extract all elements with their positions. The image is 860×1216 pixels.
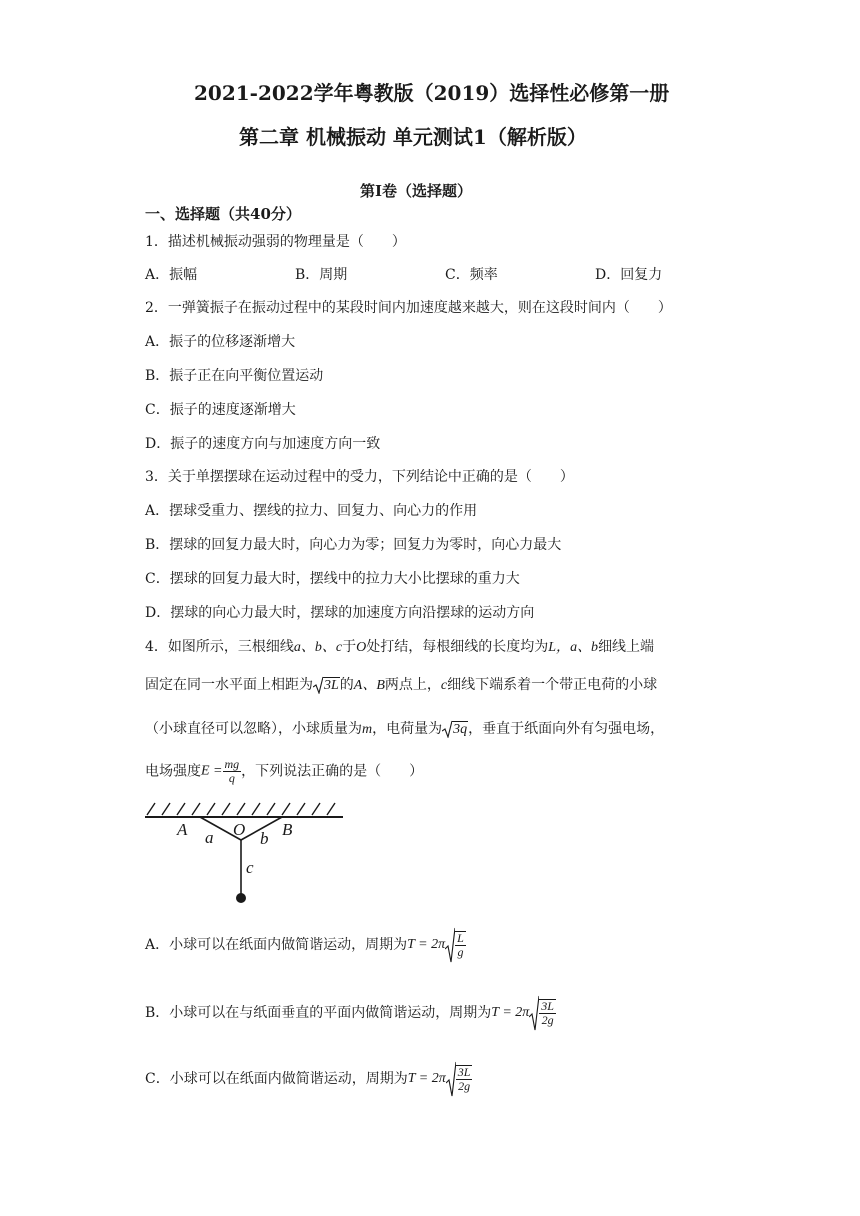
sqrt-symbol [445, 927, 455, 963]
q4-var: c [440, 678, 448, 693]
q2-stem: 2．一弹簧振子在振动过程中的某段时间内加速度越来越大，则在这段时间内（ ） [145, 300, 672, 316]
period-fraction [456, 1065, 473, 1093]
q4-line-3 [145, 720, 664, 739]
fraction-numerator: L [457, 931, 464, 945]
q4-option-c-text: C．小球可以在纸面内做简谐运动，周期为 [145, 1071, 408, 1087]
title-line-1: 2021-2022学年粤教版（2019）选择性必修第一册 [194, 81, 670, 105]
q4-text: 4．如图所示，三根细线 [145, 639, 294, 655]
volume-heading: 第I卷（选择题） [360, 182, 473, 200]
title-line-2: 第二章 机械振动 单元测试1（解析版） [239, 125, 587, 149]
q4-text: （小球直径可以忽略），小球质量为 [145, 721, 362, 737]
q4-var: 3q [453, 722, 468, 737]
period-formula-prefix: T = 2π [491, 1005, 530, 1020]
q1-option-b: B．周期 [295, 267, 348, 283]
q4-option-a-text: A．小球可以在纸面内做简谐运动，周期为 [145, 937, 408, 953]
section-heading: 一、选择题（共40分） [145, 205, 301, 223]
q2-option-c: C．振子的速度逐渐增大 [145, 402, 296, 418]
period-fraction [455, 931, 466, 959]
q4-var: a、b、c [293, 640, 343, 655]
fraction-denominator: 2g [541, 1013, 554, 1027]
charged-ball [236, 893, 246, 903]
q4-line-1 [145, 638, 654, 657]
q4-text: 电场强度 [145, 763, 201, 780]
q2-option-b: B．振子正在向平衡位置运动 [145, 368, 324, 384]
sqrt-symbol [529, 995, 539, 1031]
label-a: a [205, 828, 214, 847]
label-c: c [246, 858, 254, 877]
period-fraction [539, 999, 556, 1027]
fraction-numerator: 3L [541, 999, 554, 1013]
q4-option-b-text: B．小球可以在与纸面垂直的平面内做简谐运动，周期为 [145, 1005, 492, 1021]
q3-option-a: A．摆球受重力、摆线的拉力、回复力、向心力的作用 [145, 503, 478, 519]
q1-option-c: C．频率 [445, 267, 498, 283]
fraction-denominator: 2g [458, 1079, 471, 1093]
label-O: O [233, 820, 246, 839]
q4-var: L， [548, 640, 571, 655]
q4-text: ，电荷量为 [372, 721, 443, 737]
fraction-numerator: mg [224, 757, 240, 771]
q2-option-a: A．振子的位移逐渐增大 [145, 334, 296, 350]
q4-option-a [145, 925, 466, 965]
period-formula-prefix: T = 2π [407, 937, 446, 952]
e-field-fraction [223, 758, 242, 785]
q4-text: 固定在同一水平面上相距为 [145, 677, 313, 693]
sqrt-symbol [313, 676, 323, 694]
q4-text: 细线下端系着一个带正电荷的小球 [447, 677, 658, 693]
q1-option-a: A．振幅 [145, 267, 198, 283]
q4-var: m [362, 722, 373, 737]
pendulum-figure [143, 800, 348, 906]
sqrt-symbol [446, 1061, 456, 1097]
label-A: A [177, 820, 188, 839]
sqrt-symbol [442, 720, 452, 738]
q3-option-b: B．摆球的回复力最大时，向心力为零；回复力为零时，向心力最大 [145, 537, 562, 553]
q1-option-d: D．回复力 [595, 267, 663, 283]
q4-var: a、b [570, 640, 599, 655]
ceiling [145, 803, 343, 817]
q4-text: 细线上端 [598, 639, 655, 655]
q4-var: O [356, 640, 367, 655]
q4-text: ，垂直于纸面向外有匀强电场， [468, 721, 665, 737]
q2-option-d: D．振子的速度方向与加速度方向一致 [145, 436, 381, 452]
fraction-denominator: q [228, 771, 235, 785]
q4-option-b [145, 993, 556, 1033]
e-field-lhs: E = [201, 763, 223, 779]
period-formula-prefix: T = 2π [407, 1071, 446, 1086]
q4-line-4 [145, 758, 423, 785]
label-B: B [282, 820, 293, 839]
fraction-numerator: 3L [457, 1065, 471, 1079]
q3-option-d: D．摆球的向心力最大时，摆球的加速度方向沿摆球的运动方向 [145, 605, 535, 621]
q4-text: 两点上， [384, 677, 441, 693]
q4-var: 3L [324, 678, 339, 693]
label-b: b [260, 829, 269, 848]
q4-text: 的 [339, 677, 354, 693]
q4-line-2 [145, 676, 657, 695]
q3-option-c: C．摆球的回复力最大时，摆线中的拉力大小比摆球的重力大 [145, 571, 520, 587]
q3-stem: 3．关于单摆摆球在运动过程中的受力，下列结论中正确的是（ ） [145, 469, 574, 485]
q4-var: A、B [353, 678, 385, 693]
fraction-denominator: g [457, 945, 464, 959]
q4-text: 于 [342, 639, 357, 655]
q4-text: 处打结，每根细线的长度均为 [366, 639, 549, 655]
q4-text: ，下列说法正确的是（ ） [241, 763, 424, 780]
q1-stem: 1．描述机械振动强弱的物理量是（ ） [145, 234, 406, 250]
q4-option-c [145, 1059, 472, 1099]
